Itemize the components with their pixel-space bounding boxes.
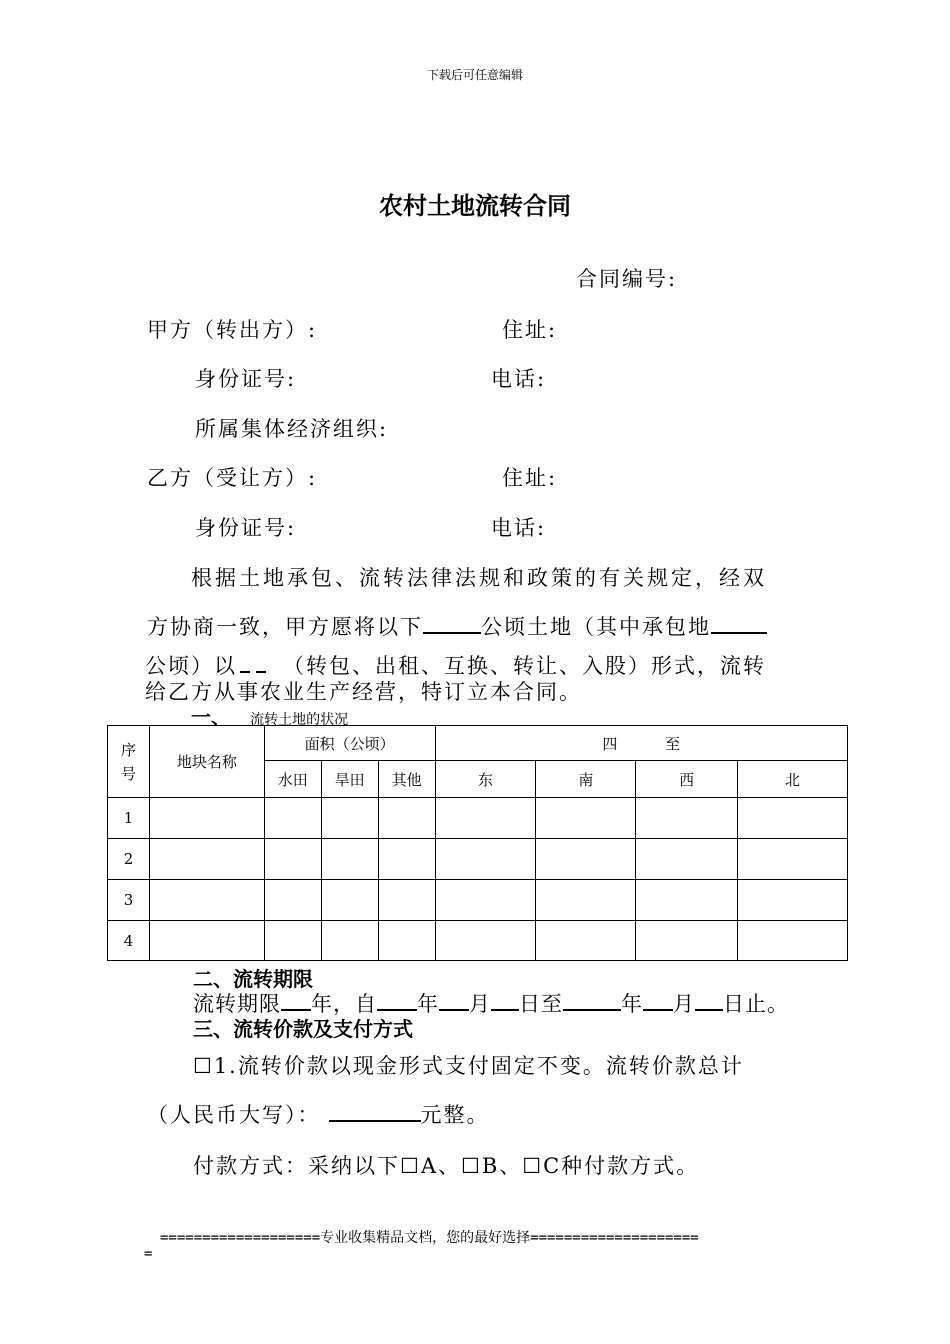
term-text: 年，自	[311, 992, 377, 1016]
table-row	[108, 880, 848, 921]
cell[interactable]	[435, 921, 536, 961]
cell[interactable]	[636, 921, 738, 961]
cell[interactable]	[149, 839, 264, 880]
cell[interactable]	[321, 921, 378, 961]
cell[interactable]	[738, 921, 848, 961]
end-month-blank[interactable]	[643, 991, 673, 1011]
cell[interactable]	[264, 798, 321, 839]
footer-line-2: =	[144, 1246, 153, 1262]
footer-line: ===================专业收集精品文档，您的最好选择====================	[160, 1230, 699, 1246]
intro-line-4: 给乙方从事农业生产经营，特订立本合同。	[145, 680, 582, 704]
party-b-address-label: 住址:	[502, 466, 558, 490]
area-blank[interactable]	[423, 614, 481, 634]
cell[interactable]	[321, 798, 378, 839]
party-b-phone-label: 电话:	[491, 516, 547, 540]
cell[interactable]	[435, 798, 536, 839]
row-number: 3	[108, 880, 150, 921]
cell[interactable]	[321, 839, 378, 880]
cell[interactable]	[738, 880, 848, 921]
party-b-id-label: 身份证号:	[195, 516, 297, 540]
cell[interactable]	[378, 798, 435, 839]
start-day-blank[interactable]	[491, 991, 519, 1011]
cell[interactable]	[264, 921, 321, 961]
intro-line-3-b: （转包、出租、互换、转让、入股）形式，流转	[283, 654, 766, 678]
header-boundaries: 四 至	[435, 726, 847, 761]
intro-line-2-a: 方协商一致，甲方愿将以下	[147, 615, 423, 639]
header-seq: 序号	[108, 726, 150, 798]
term-text: 年	[621, 992, 643, 1016]
section-1-title: 流转土地的状况	[250, 712, 349, 728]
cell[interactable]	[378, 921, 435, 961]
cell[interactable]	[149, 798, 264, 839]
cell[interactable]	[149, 880, 264, 921]
header-note: 下载后可任意编辑	[426, 68, 523, 82]
start-month-blank[interactable]	[439, 991, 469, 1011]
party-a-org-label: 所属集体经济组织:	[195, 417, 389, 441]
cell[interactable]	[536, 798, 636, 839]
term-text: 月	[673, 992, 695, 1016]
payment-method-line: 付款方式：采纳以下☐A、☐B、☐C种付款方式。	[193, 1154, 700, 1178]
price-amount-blank[interactable]	[329, 1102, 421, 1122]
table-row	[108, 798, 848, 839]
cell[interactable]	[536, 921, 636, 961]
form-blank[interactable]	[237, 654, 283, 678]
cell[interactable]	[149, 921, 264, 961]
price-amount-label: （人民币大写）：	[147, 1103, 321, 1127]
cell[interactable]	[264, 880, 321, 921]
term-text: 日至	[519, 992, 563, 1016]
term-text: 年	[417, 992, 439, 1016]
price-amount-suffix: 元整。	[420, 1103, 490, 1127]
header-paddy: 水田	[264, 761, 321, 798]
cell[interactable]	[264, 839, 321, 880]
cell[interactable]	[321, 880, 378, 921]
header-east: 东	[435, 761, 536, 798]
end-year-blank[interactable]	[563, 991, 621, 1011]
section-3-title: 三、流转价款及支付方式	[193, 1017, 413, 1041]
header-other: 其他	[378, 761, 435, 798]
cell[interactable]	[636, 880, 738, 921]
header-plot-name: 地块名称	[149, 726, 264, 798]
intro-line-2-b: 公顷土地（其中承包地	[481, 615, 711, 639]
party-a-phone-label: 电话:	[491, 367, 547, 391]
contract-number-label: 合同编号:	[576, 267, 678, 291]
cell[interactable]	[536, 839, 636, 880]
party-a-address-label: 住址:	[502, 318, 558, 342]
intro-line-2	[147, 611, 767, 641]
header-west: 西	[636, 761, 738, 798]
price-line-2	[147, 1099, 490, 1129]
table-row	[108, 839, 848, 880]
contracted-area-blank[interactable]	[711, 614, 767, 634]
cell[interactable]	[738, 839, 848, 880]
header-south: 南	[536, 761, 636, 798]
cell[interactable]	[636, 839, 738, 880]
land-table	[107, 725, 848, 961]
intro-line-1: 根据土地承包、流转法律法规和政策的有关规定，经双	[191, 566, 767, 590]
cell[interactable]	[378, 880, 435, 921]
cell[interactable]	[378, 839, 435, 880]
term-text: 月	[469, 992, 491, 1016]
cell[interactable]	[738, 798, 848, 839]
intro-line-3-a: 公顷）以	[145, 654, 237, 678]
party-a-label: 甲方（转出方）:	[147, 318, 318, 342]
cell[interactable]	[536, 880, 636, 921]
row-number: 4	[108, 921, 150, 961]
party-b-label: 乙方（受让方）:	[147, 466, 318, 490]
row-number: 1	[108, 798, 150, 839]
section-2-title: 二、流转期限	[193, 967, 313, 991]
term-label: 流转期限	[193, 992, 281, 1016]
document-title: 农村土地流转合同	[379, 192, 571, 220]
cell[interactable]	[636, 798, 738, 839]
row-number: 2	[108, 839, 150, 880]
cell[interactable]	[435, 880, 536, 921]
header-area: 面积（公顷）	[264, 726, 435, 761]
cell[interactable]	[435, 839, 536, 880]
table-row	[108, 921, 848, 961]
years-blank[interactable]	[281, 991, 311, 1011]
end-day-blank[interactable]	[695, 991, 723, 1011]
start-year-blank[interactable]	[377, 991, 417, 1011]
party-a-id-label: 身份证号:	[195, 367, 297, 391]
price-line-1: ☐1.流转价款以现金形式支付固定不变。流转价款总计	[193, 1054, 744, 1078]
header-dry: 旱田	[321, 761, 378, 798]
term-text: 日止。	[723, 992, 789, 1016]
header-north: 北	[738, 761, 848, 798]
section-1-number: 一、	[191, 705, 231, 729]
